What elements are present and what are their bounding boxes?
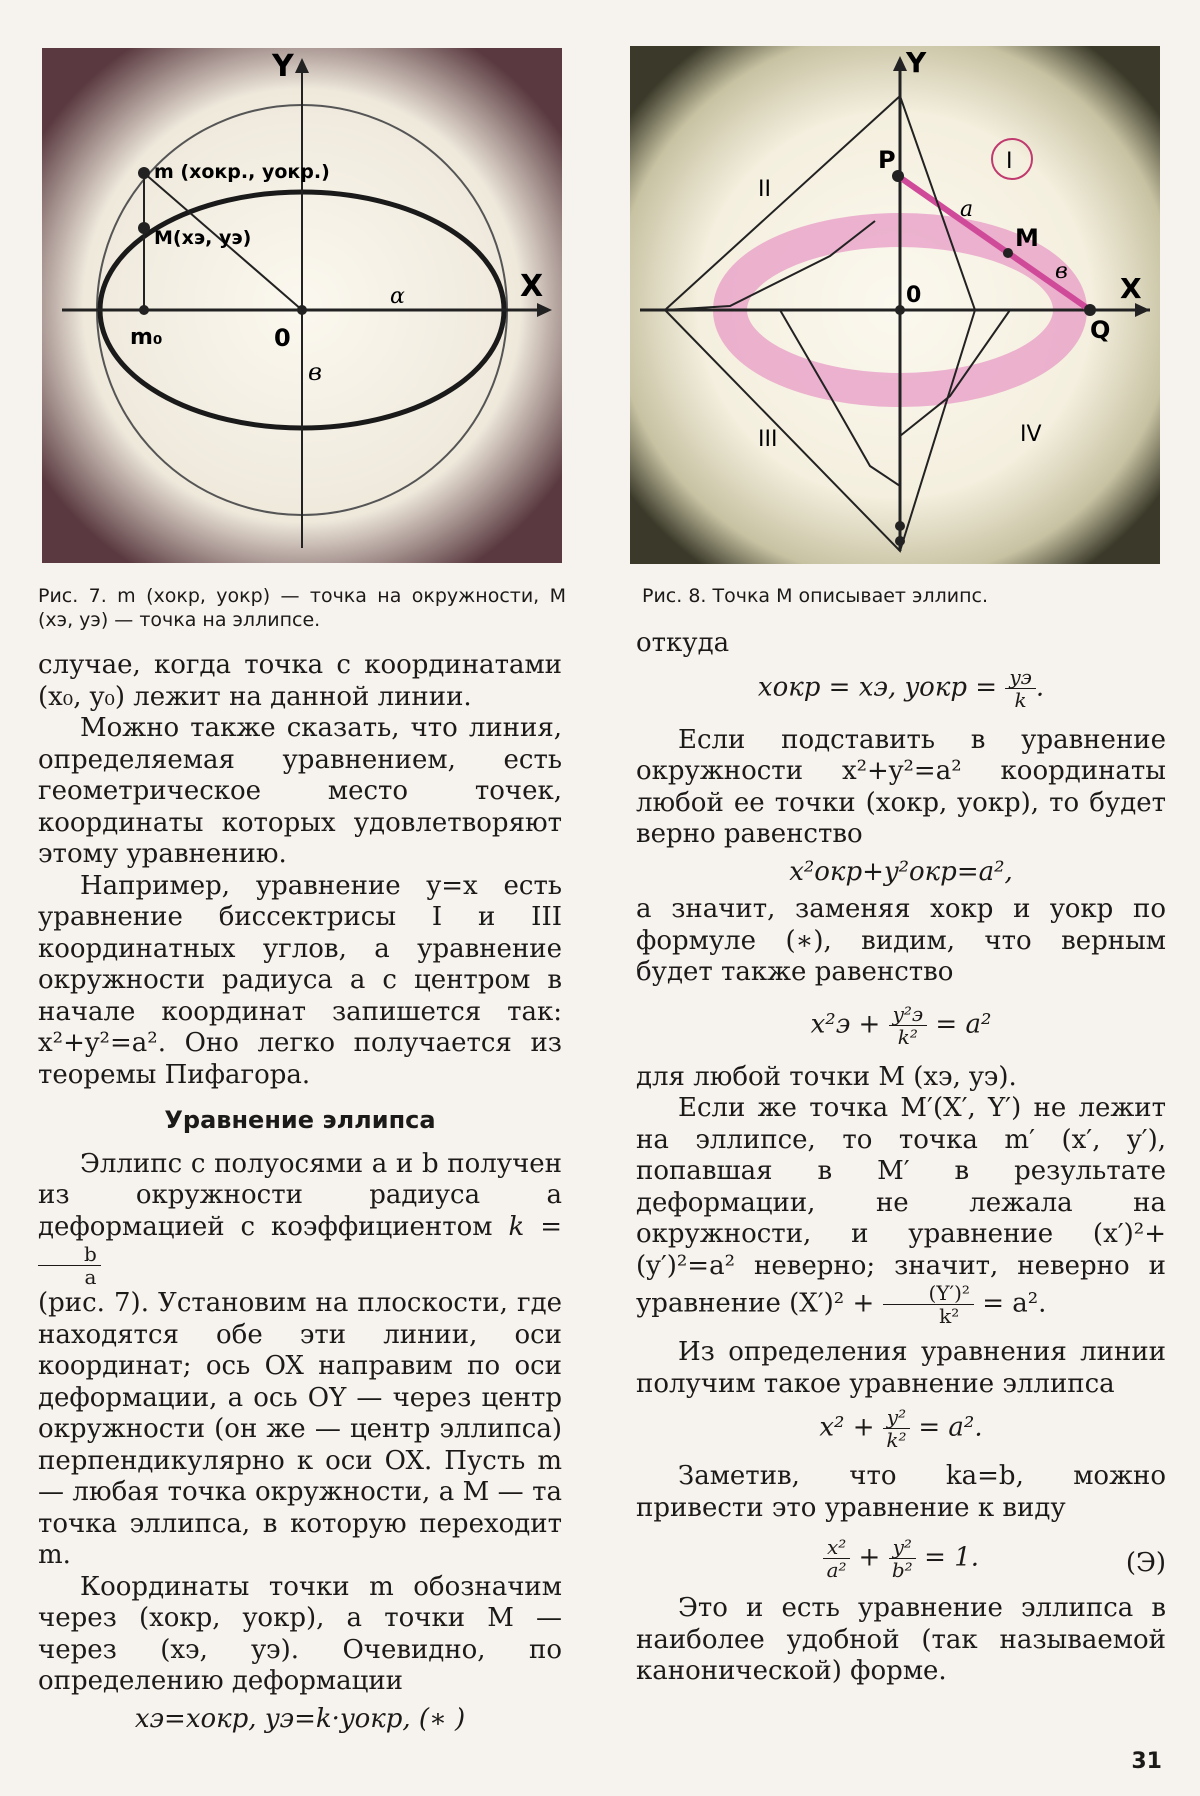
right-paragraph-5-text: Если же точка M′(X′, Y′) не лежит на эллипсе, то точка m′ (x′, y′), попавшая в M′ в результате деформации, не лежала на окружности, и уравнение (x′)²+(y′)²=a² неверно; значит, неверно и уравнение (X′)² +: [636, 1093, 1166, 1319]
canonical-y-fraction: [889, 1536, 916, 1581]
formula-3-numerator: y²э: [889, 1003, 928, 1026]
right-paragraph-1: откуда: [636, 628, 730, 658]
fig7-M-label: M(xэ, yэ): [154, 227, 252, 249]
right-paragraph-7: Заметив, что ka=b, можно привести это уравнение к виду: [636, 1461, 1166, 1523]
figure-8: [630, 46, 1160, 564]
left-paragraph-6: Координаты точки m обозначим через (xокр, yокр), а точки M — через (xэ, yэ). Очевидно, по определению деформации: [38, 1571, 562, 1696]
fig8-Q-label: Q: [1090, 316, 1111, 344]
canonical-y-denominator: b²: [891, 1558, 913, 1582]
figure-7: [42, 48, 562, 563]
fig7-origin-label: 0: [274, 324, 291, 352]
fig7-m0-label: m₀: [130, 325, 163, 350]
canonical-plus: +: [858, 1542, 881, 1573]
left-paragraph-4-text: Эллипс с полуосями a и b получен из окружности радиуса a деформацией с коэффициентом: [38, 1148, 562, 1242]
formula-4-fraction: [883, 1406, 910, 1451]
formula-3-left: x²э +: [810, 1009, 881, 1039]
canonical-y-numerator: y²: [889, 1536, 916, 1559]
quadrant-1-label: I: [1006, 149, 1013, 174]
fraction-numerator: b: [38, 1243, 101, 1266]
fig8-P-label: P: [878, 146, 896, 174]
formula-4-left: x² +: [819, 1412, 875, 1443]
k-formula: k =: [508, 1211, 562, 1242]
fig7-b-label: в: [308, 358, 322, 386]
left-paragraph-1: случае, когда точка с координатами (x₀, y₀) лежит на данной линии.: [38, 650, 562, 712]
left-paragraph-5: (рис. 7). Установим на плоскости, где находятся обе эти линии, оси координат; ось OX направим по оси деформации, а ось OY — через центр окружности (он же — центр эллипса) перпендикулярно к оси OX. Пусть m — любая точка окружности, а M — та точка эллипса, в которую переходит m.: [38, 1288, 562, 1570]
canonical-equals: = 1.: [924, 1542, 980, 1573]
formula-1-text: xокр = xэ, yокр =: [757, 672, 998, 702]
figure-7-caption: Рис. 7. m (xокр, yокр) — точка на окружности, M (xэ, yэ) — точка на эллипсе.: [38, 585, 566, 631]
left-paragraph-4: [38, 1149, 562, 1289]
right-paragraph-5: [636, 1093, 1166, 1327]
quadrant-3-label: III: [758, 427, 778, 452]
fig7-x-label: X: [520, 269, 544, 304]
formula-3-fraction: [889, 1003, 928, 1048]
page-number: 31: [1131, 1749, 1162, 1774]
yprime-denominator: k²: [939, 1304, 960, 1328]
formula-4-numerator: y²: [883, 1406, 910, 1429]
quadrant-4-label: IV: [1020, 422, 1042, 447]
formula-3: [636, 1003, 1166, 1048]
formula-1-numerator: yэ: [1005, 666, 1036, 689]
left-column: [38, 650, 562, 1741]
yprime-numerator: (Y′)²: [883, 1282, 974, 1305]
fig7-y-label: Y: [272, 49, 294, 84]
fig8-y-label: Y: [906, 46, 927, 79]
formula-1-denominator: k: [1014, 687, 1027, 712]
quadrant-2-label: II: [758, 177, 771, 202]
right-paragraph-5-end: = a².: [982, 1288, 1047, 1319]
canonical-x-fraction: [823, 1536, 850, 1581]
fig8-a-label: а: [960, 197, 974, 222]
formula-2: x²окр+y²окр=a²,: [789, 856, 1013, 887]
left-paragraph-2: Можно также сказать, что линия, определяемая уравнением, есть геометрическое место точек, координаты которых удовлетворяют этому уравнению.: [38, 713, 562, 869]
right-paragraph-4: для любой точки M (xэ, yэ).: [636, 1061, 1017, 1092]
fig7-m-label: m (xокр., yокр.): [154, 161, 330, 183]
right-column: [636, 628, 1166, 1688]
canonical-x-numerator: x²: [823, 1536, 850, 1559]
right-paragraph-2: Если подставить в уравнение окружности x²+y²=a² координаты любой ее точки (xокр, yокр), то будет верно равенство: [636, 724, 1166, 849]
fraction-denominator: a: [84, 1265, 97, 1289]
left-paragraph-3: Например, уравнение y=x есть уравнение биссектрисы I и III координатных углов, а уравнение окружности радиуса a с центром в начале координат запишется так: x²+y²=a². Оно легко получается из теоремы Пифагора.: [38, 870, 562, 1090]
formula-star: xэ=xокр, yэ=k·yокр, (∗ ): [134, 1703, 466, 1734]
right-paragraph-3: а значит, заменяя xокр и yокр по формуле (∗), видим, что верным будет также равенство: [636, 894, 1166, 987]
section-heading: Уравнение эллипса: [164, 1106, 436, 1134]
figure-8-caption: Рис. 8. Точка M описывает эллипс.: [642, 585, 988, 607]
fig8-M-label: M: [1015, 224, 1039, 252]
figure-7-drawing: [42, 48, 562, 563]
formula-canonical: [636, 1536, 1166, 1581]
canonical-x-denominator: a²: [826, 1558, 847, 1582]
formula-1-fraction: [1005, 666, 1036, 711]
figure-8-drawing: [630, 46, 1160, 564]
fig7-a-label: α: [390, 284, 405, 309]
right-paragraph-6: Из определения уравнения линии получим такое уравнение эллипса: [636, 1337, 1166, 1399]
formula-4: [636, 1406, 1166, 1451]
formula-3-right: = a²: [935, 1009, 992, 1039]
right-paragraph-8: Это и есть уравнение эллипса в наиболее удобной (так называемой канонической) форме.: [636, 1593, 1166, 1686]
fig8-b-label: в: [1055, 259, 1068, 284]
equation-tag: (Э): [1125, 1548, 1166, 1578]
formula-4-right: = a².: [918, 1412, 983, 1443]
formula-4-denominator: k²: [886, 1428, 907, 1452]
fig8-origin-label: 0: [906, 283, 922, 308]
formula-3-denominator: k²: [897, 1024, 918, 1049]
formula-yprime-fraction: [883, 1282, 974, 1327]
fig8-x-label: X: [1120, 272, 1142, 305]
formula-1: xокр = xэ, yокр = $\frac{yэ}{k}$ .: [757, 664, 1045, 712]
fraction-b-over-a: [38, 1243, 101, 1288]
